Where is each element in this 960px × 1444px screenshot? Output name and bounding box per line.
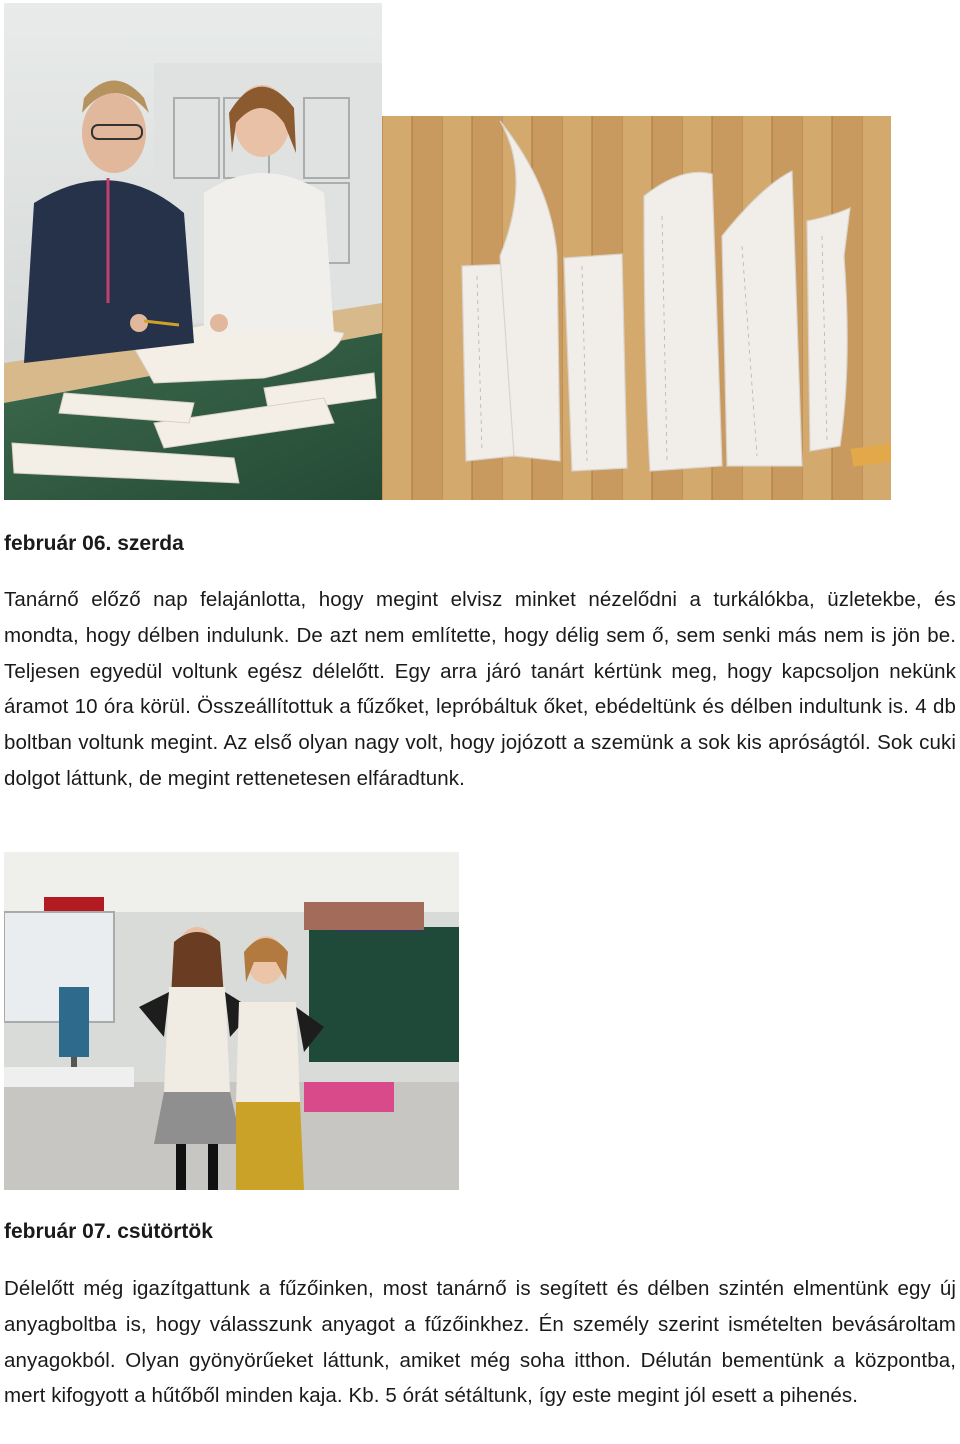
photo-corset-fitting-image bbox=[4, 852, 459, 1190]
photo-pattern-pieces bbox=[382, 116, 891, 500]
entry-date-heading: február 06. szerda bbox=[4, 532, 184, 555]
entry-body-text: Tanárnő előző nap felajánlotta, hogy megint elvisz minket nézelődni a turkálókba, üzletekbe, és mondta, hogy délben indulunk. De azt nem említette, hogy délig sem ő, sem senki más nem is jön be. Teljesen egyedül voltunk egész délelőtt. Egy arra járó tanárt kértünk meg, hogy kapcsoljon nekünk áramot 10 óra körül. Összeállítottuk a fűzőket, lepróbáltuk őket, ebédeltünk és délben indultunk is. 4 db boltban voltunk megint. Az első olyan nagy volt, hogy jojózott a szemünk a sok kis apróságtól. Sok cuki dolgot láttunk, de megint rettenetesen elfáradtunk. bbox=[4, 588, 956, 790]
entry-body-text: Délelőtt még igazítgattunk a fűzőinken, most tanárnő is segített és délben szintén elmentünk egy új anyagboltba is, hogy válasszunk anyagot a fűzőinkhez. Én személy szerint ismételten bevásároltam anyagokból. Olyan gyönyörűeket láttunk, amiket még soha itthon. Délután bementünk a központba, mert kifogyott a hűtőből minden kaja. Kb. 5 órát sétáltunk, így este megint jól esett a pihenés. bbox=[4, 1277, 956, 1408]
photo-corset-fitting bbox=[4, 852, 459, 1190]
photo-sewing-class-image bbox=[4, 3, 382, 500]
entry-date-heading: február 07. csütörtök bbox=[4, 1220, 213, 1243]
photo-pattern-pieces-image bbox=[382, 116, 891, 500]
photo-sewing-class bbox=[4, 3, 382, 500]
